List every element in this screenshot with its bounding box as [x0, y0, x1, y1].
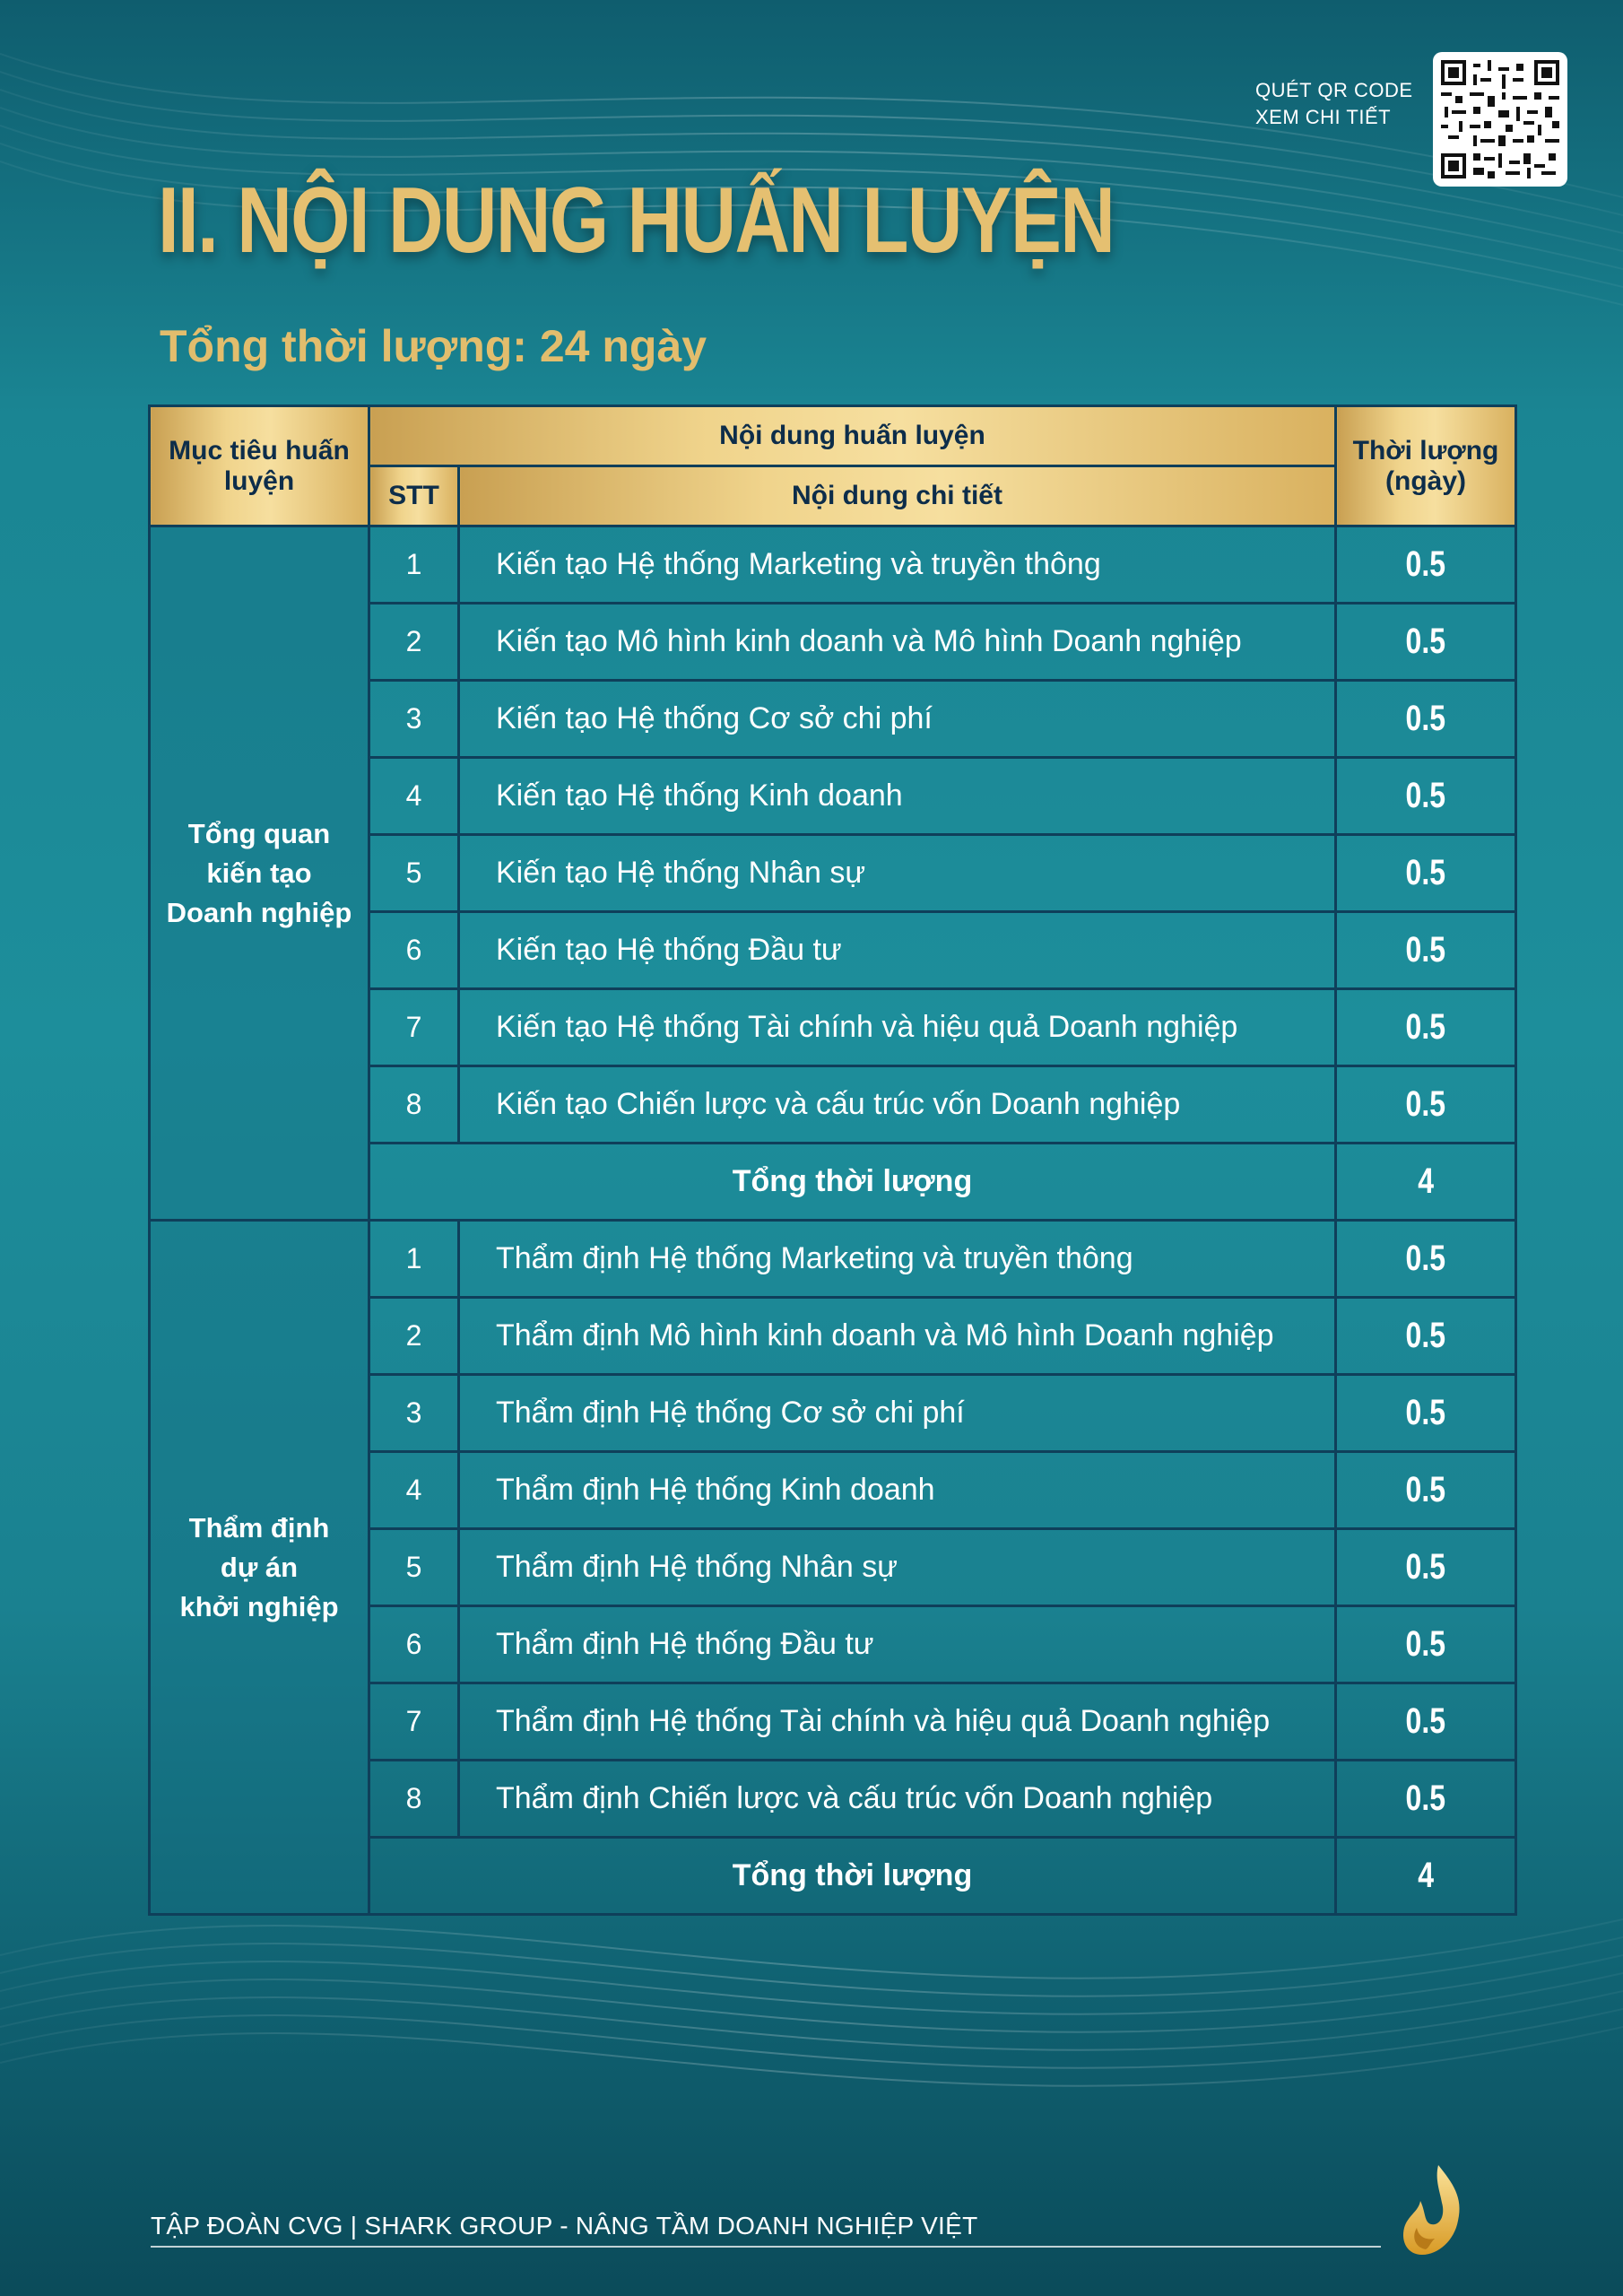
content-cell: Thẩm định Mô hình kinh doanh và Mô hình Doanh nghiệp [459, 1298, 1336, 1375]
duration-cell [1336, 1761, 1516, 1838]
content-cell: Thẩm định Hệ thống Tài chính và hiệu quả Doanh nghiệp [459, 1683, 1336, 1761]
objective-line: kiến tạo [206, 857, 312, 889]
content-cell: Kiến tạo Hệ thống Đầu tư [459, 912, 1336, 989]
stt-cell: 7 [369, 989, 459, 1066]
duration-cell [1336, 989, 1516, 1066]
flame-logo-icon [1399, 2161, 1471, 2260]
duration-value: 0.5 [1405, 1084, 1446, 1124]
duration-value: 0.5 [1405, 544, 1446, 584]
page-subtitle: Tổng thời lượng: 24 ngày [160, 321, 707, 371]
duration-value: 0.5 [1405, 1470, 1446, 1509]
duration-value: 0.5 [1405, 1701, 1446, 1741]
stt-cell: 5 [369, 835, 459, 912]
objective-cell [150, 1221, 369, 1915]
header-objective: Mục tiêu huấn luyện [150, 406, 369, 526]
qr-code-icon[interactable] [1433, 52, 1567, 187]
total-duration-value: 4 [1418, 1856, 1434, 1895]
content-cell: Thẩm định Hệ thống Nhân sự [459, 1529, 1336, 1606]
duration-value: 0.5 [1405, 776, 1446, 815]
stt-cell: 1 [369, 1221, 459, 1298]
content-cell: Kiến tạo Chiến lược và cấu trúc vốn Doanh nghiệp [459, 1066, 1336, 1144]
duration-cell [1336, 1375, 1516, 1452]
content-cell: Kiến tạo Hệ thống Tài chính và hiệu quả Doanh nghiệp [459, 989, 1336, 1066]
content-cell: Thẩm định Hệ thống Kinh doanh [459, 1452, 1336, 1529]
stt-cell: 2 [369, 1298, 459, 1375]
stt-cell: 8 [369, 1761, 459, 1838]
duration-value: 0.5 [1405, 930, 1446, 970]
training-content-table [148, 404, 1517, 1916]
table-row [150, 1221, 1516, 1298]
total-duration-cell [1336, 1838, 1516, 1915]
stt-cell: 4 [369, 758, 459, 835]
content-cell: Thẩm định Hệ thống Cơ sở chi phí [459, 1375, 1336, 1452]
objective-line: dự án [220, 1551, 299, 1583]
stt-cell: 6 [369, 1606, 459, 1683]
stt-cell: 5 [369, 1529, 459, 1606]
content-cell: Kiến tạo Hệ thống Cơ sở chi phí [459, 681, 1336, 758]
duration-value: 0.5 [1405, 1393, 1446, 1432]
qr-caption [1255, 77, 1413, 131]
content-cell: Thẩm định Hệ thống Đầu tư [459, 1606, 1336, 1683]
duration-value: 0.5 [1405, 1624, 1446, 1664]
duration-value: 0.5 [1405, 622, 1446, 661]
duration-cell [1336, 758, 1516, 835]
duration-cell [1336, 1683, 1516, 1761]
qr-caption-line2: XEM CHI TIẾT [1255, 106, 1392, 128]
total-label: Tổng thời lượng [369, 1144, 1336, 1221]
duration-value: 0.5 [1405, 1316, 1446, 1355]
objective-line: Thẩm định [188, 1511, 330, 1544]
stt-cell: 7 [369, 1683, 459, 1761]
duration-cell [1336, 1221, 1516, 1298]
header-duration: Thời lượng (ngày) [1336, 406, 1516, 526]
duration-value: 0.5 [1405, 1239, 1446, 1278]
duration-cell [1336, 1298, 1516, 1375]
duration-cell [1336, 1606, 1516, 1683]
footer-divider [151, 2246, 1381, 2248]
content-cell: Kiến tạo Hệ thống Nhân sự [459, 835, 1336, 912]
total-duration-value: 4 [1418, 1161, 1434, 1201]
total-label: Tổng thời lượng [369, 1838, 1336, 1915]
content-cell: Thẩm định Chiến lược và cấu trúc vốn Doanh nghiệp [459, 1761, 1336, 1838]
objective-line: Tổng quan [187, 817, 331, 849]
duration-cell [1336, 681, 1516, 758]
table-row [150, 526, 1516, 604]
header-stt: STT [369, 466, 459, 526]
duration-cell [1336, 1066, 1516, 1144]
stt-cell: 1 [369, 526, 459, 604]
stt-cell: 3 [369, 1375, 459, 1452]
header-content-group: Nội dung huấn luyện [369, 406, 1336, 466]
duration-cell [1336, 604, 1516, 681]
stt-cell: 8 [369, 1066, 459, 1144]
footer-text: TẬP ĐOÀN CVG | SHARK GROUP - NÂNG TẦM DOANH NGHIỆP VIỆT [151, 2212, 978, 2239]
qr-caption-line1: QUÉT QR CODE [1255, 79, 1413, 101]
stt-cell: 6 [369, 912, 459, 989]
duration-cell [1336, 526, 1516, 604]
objective-line: khởi nghiệp [179, 1590, 339, 1622]
content-cell: Thẩm định Hệ thống Marketing và truyền thông [459, 1221, 1336, 1298]
duration-cell [1336, 835, 1516, 912]
stt-cell: 4 [369, 1452, 459, 1529]
duration-cell [1336, 912, 1516, 989]
objective-line: Doanh nghiệp [166, 896, 352, 928]
stt-cell: 2 [369, 604, 459, 681]
duration-value: 0.5 [1405, 1779, 1446, 1818]
duration-value: 0.5 [1405, 853, 1446, 892]
total-duration-cell [1336, 1144, 1516, 1221]
stt-cell: 3 [369, 681, 459, 758]
content-cell: Kiến tạo Hệ thống Kinh doanh [459, 758, 1336, 835]
page-title: II. NỘI DUNG HUẤN LUYỆN [158, 169, 1115, 273]
duration-cell [1336, 1529, 1516, 1606]
duration-value: 0.5 [1405, 1007, 1446, 1047]
duration-value: 0.5 [1405, 1547, 1446, 1587]
header-detail: Nội dung chi tiết [459, 466, 1336, 526]
content-cell: Kiến tạo Hệ thống Marketing và truyền thông [459, 526, 1336, 604]
content-cell: Kiến tạo Mô hình kinh doanh và Mô hình Doanh nghiệp [459, 604, 1336, 681]
duration-cell [1336, 1452, 1516, 1529]
duration-value: 0.5 [1405, 699, 1446, 738]
objective-cell [150, 526, 369, 1221]
